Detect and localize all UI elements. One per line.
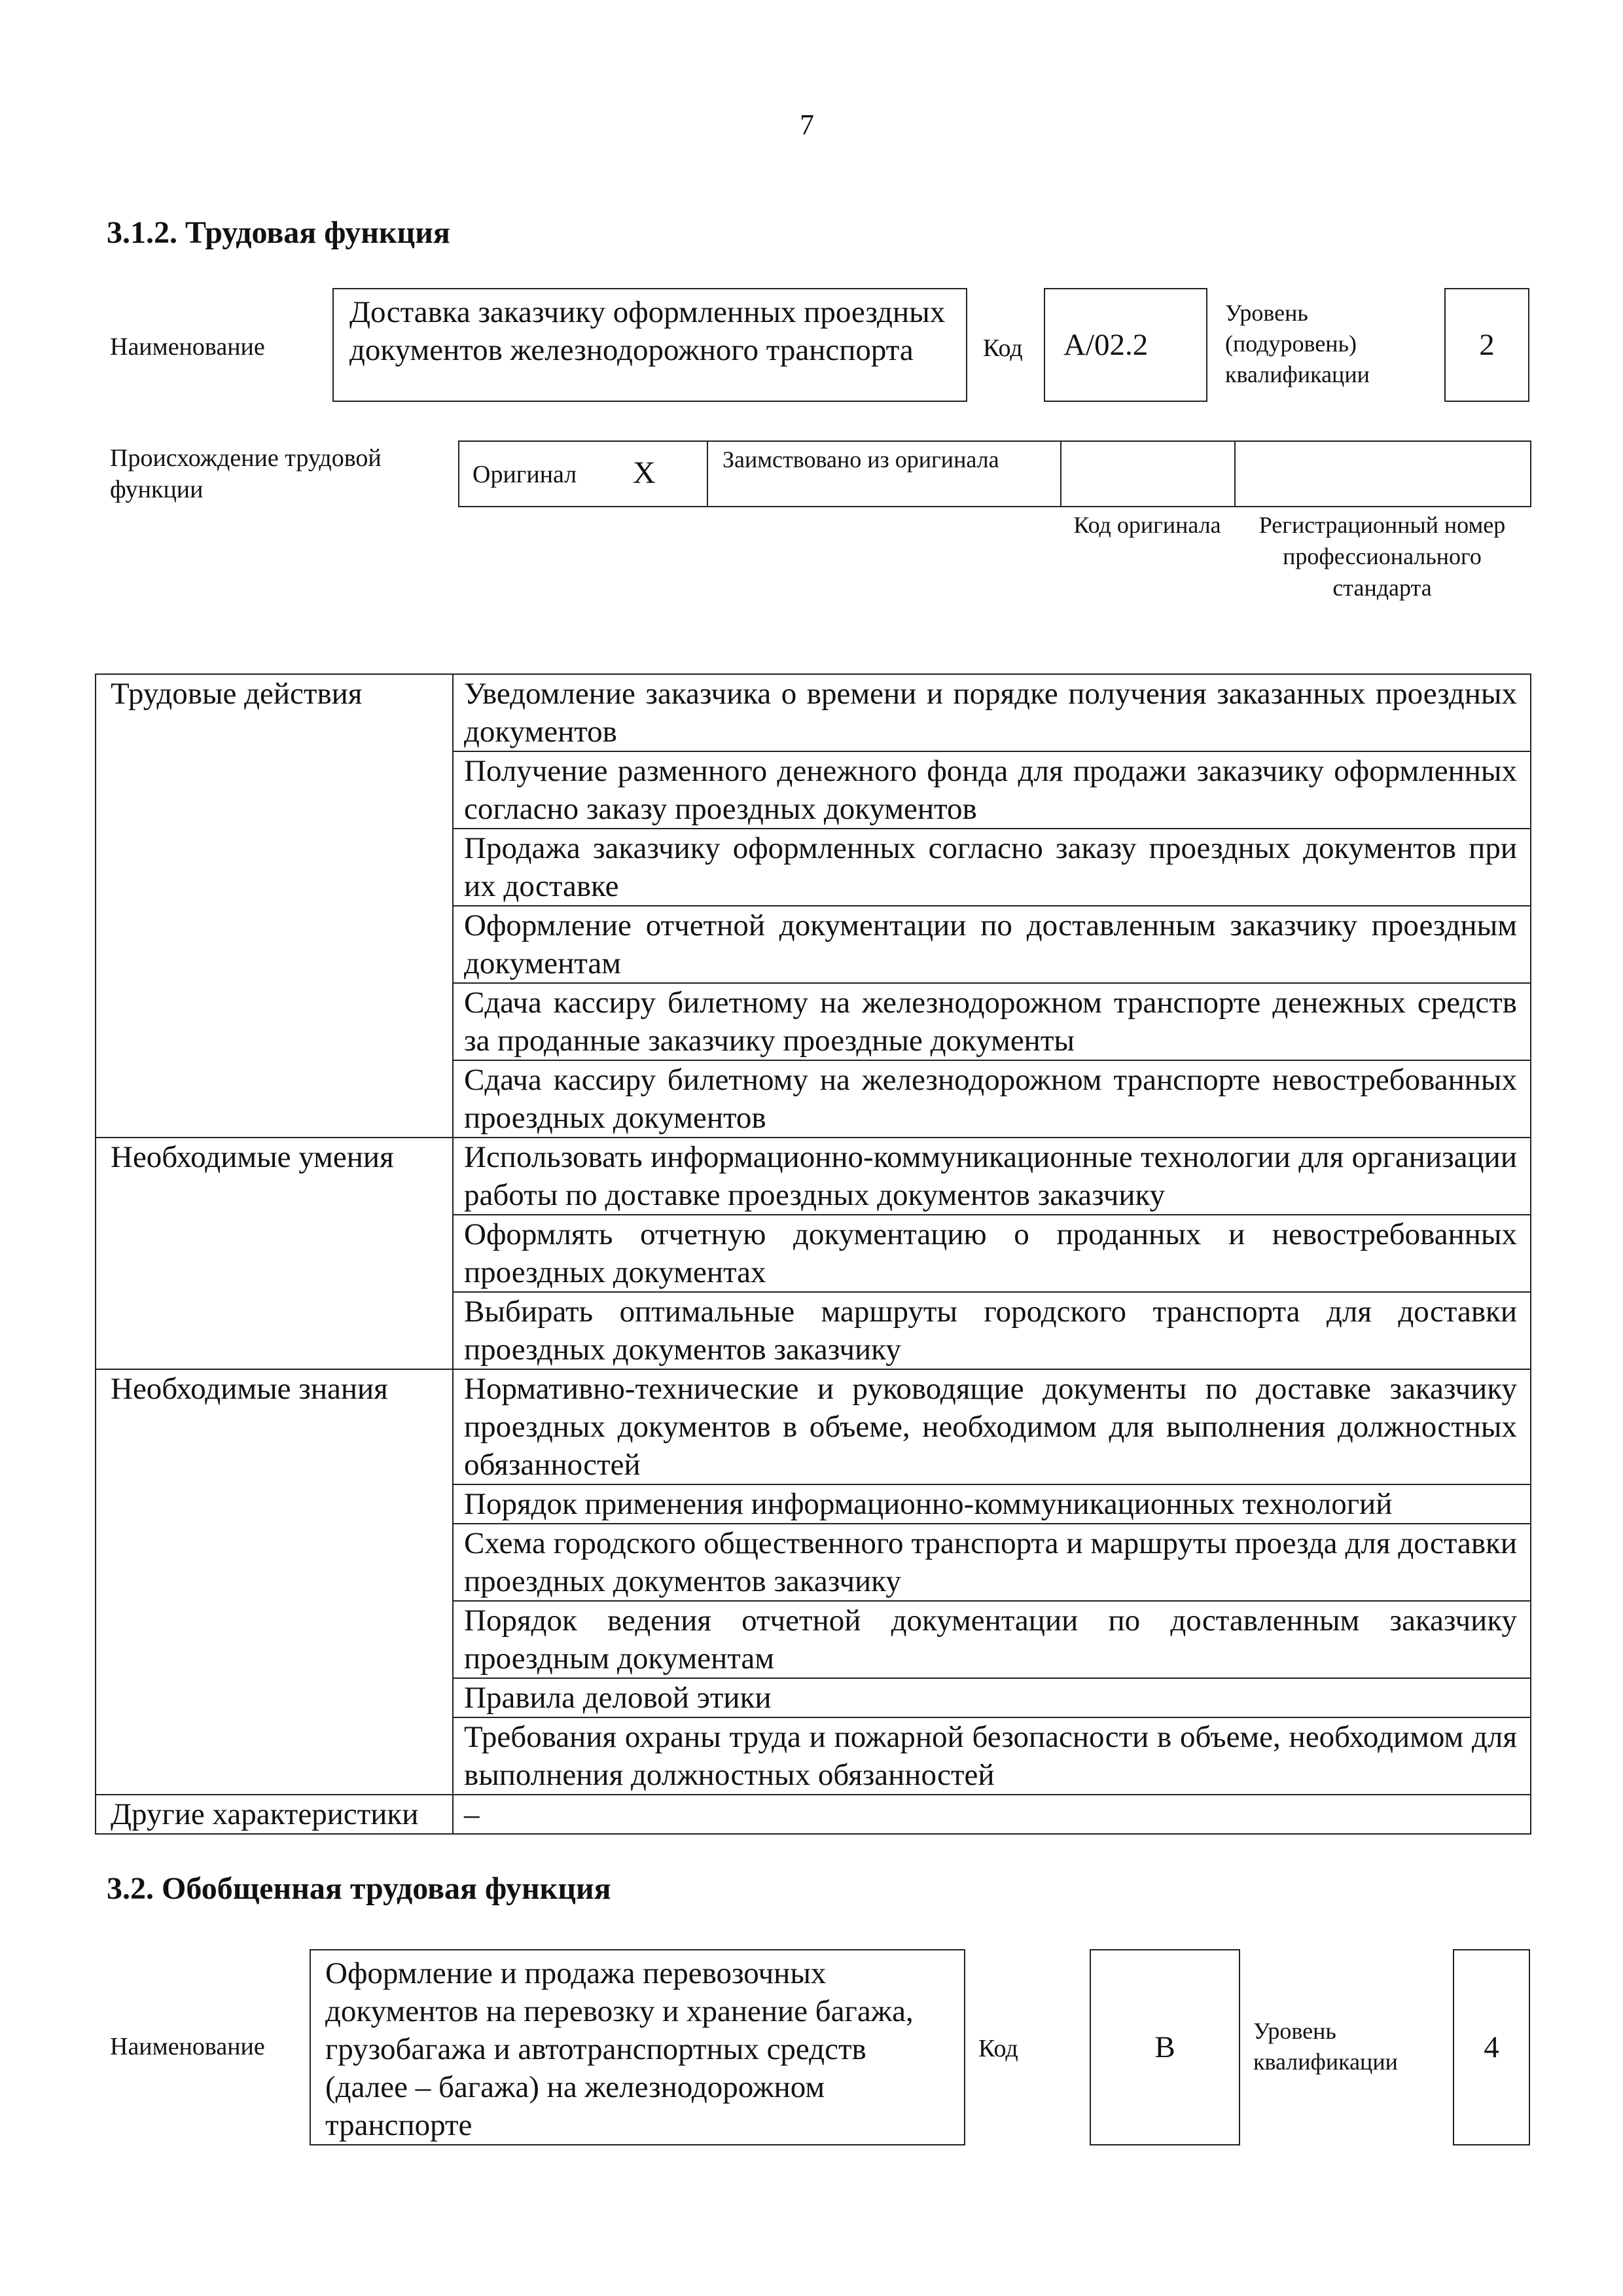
reg-number-cell bbox=[1236, 442, 1530, 506]
level-label-32: Уровень квалификации bbox=[1253, 2018, 1398, 2075]
table-cell: Продажа заказчику оформленных согласно заказу проездных документов при их доставке bbox=[453, 829, 1531, 906]
code-value-312: А/02.2 bbox=[1063, 328, 1149, 362]
code-original-caption: Код оригинала bbox=[1073, 512, 1221, 538]
category-cell: Другие характеристики bbox=[96, 1795, 453, 1834]
table-cell: Порядок применения информационно-коммуникационных технологий bbox=[453, 1484, 1531, 1524]
table-cell: Правила деловой этики bbox=[453, 1678, 1531, 1717]
section-heading-312: 3.1.2. Трудовая функция bbox=[107, 215, 450, 250]
table-cell: Требования охраны труда и пожарной безопасности в объеме, необходимом для выполнения должностных обязанностей bbox=[453, 1717, 1531, 1795]
level-value-box-32 bbox=[1453, 1949, 1530, 2145]
code-original-cell bbox=[1061, 442, 1236, 506]
name-value-312: Доставка заказчику оформленных проездных документов железнодорожного транспорта bbox=[349, 295, 946, 367]
code-value-box-32 bbox=[1090, 1949, 1240, 2145]
table-cell: Оформлять отчетную документацию о проданных и невостребованных проездных документах bbox=[453, 1215, 1531, 1292]
level-value-32: 4 bbox=[1484, 2030, 1499, 2064]
table-row bbox=[96, 1138, 1531, 1215]
category-cell: Необходимые знания bbox=[96, 1369, 453, 1795]
borrowed-label: Заимствовано из оригинала bbox=[708, 442, 1061, 506]
table-cell: Схема городского общественного транспорта и маршруты проезда для доставки проездных документов заказчику bbox=[453, 1524, 1531, 1601]
name-value-box-32 bbox=[310, 1949, 965, 2145]
table-row bbox=[96, 1795, 1531, 1834]
code-label-32: Код bbox=[978, 2035, 1018, 2062]
original-mark: Х bbox=[633, 456, 656, 490]
level-value-312: 2 bbox=[1479, 328, 1495, 362]
labor-functions-table bbox=[95, 673, 1531, 1835]
table-cell: Сдача кассиру билетному на железнодорожном транспорте денежных средств за проданные заказчику проездные документы bbox=[453, 983, 1531, 1060]
name-value-32: Оформление и продажа перевозочных документов на перевозку и хранение багажа, грузобагажа и автотранспортных средств (далее – багажа) на железнодорожном транспорте bbox=[325, 1956, 914, 2142]
name-label-312: Наименование bbox=[110, 333, 265, 361]
code-label-312: Код bbox=[983, 334, 1023, 362]
table-cell: Нормативно-технические и руководящие документы по доставке заказчику проездных документов в объеме, необходимом для выполнения должностных обязанностей bbox=[453, 1369, 1531, 1484]
category-cell: Трудовые действия bbox=[96, 674, 453, 1138]
origin-table bbox=[458, 440, 1531, 507]
origin-cell-original bbox=[459, 442, 708, 506]
table-row bbox=[96, 674, 1531, 751]
level-value-box-312 bbox=[1444, 288, 1529, 402]
table-row bbox=[96, 1369, 1531, 1484]
level-label-312: Уровень (подуровень) квалификации bbox=[1225, 300, 1370, 387]
name-value-box-312 bbox=[332, 288, 967, 402]
table-cell: Выбирать оптимальные маршруты городского транспорта для доставки проездных документов заказчику bbox=[453, 1292, 1531, 1369]
page-number: 7 bbox=[800, 109, 814, 141]
table-cell: – bbox=[453, 1795, 1531, 1834]
reg-number-caption: Регистрационный номер профессионального стандарта bbox=[1258, 512, 1506, 601]
table-cell: Уведомление заказчика о времени и порядке получения заказанных проездных документов bbox=[453, 674, 1531, 751]
code-value-32: В bbox=[1154, 2030, 1175, 2064]
original-label: Оригинал bbox=[473, 461, 577, 488]
table-cell: Использовать информационно-коммуникационные технологии для организации работы по доставке проездных документов заказчику bbox=[453, 1138, 1531, 1215]
table-cell: Порядок ведения отчетной документации по доставленным заказчику проездным документам bbox=[453, 1601, 1531, 1678]
origin-label: Происхождение трудовой функции bbox=[110, 444, 382, 503]
table-cell: Получение разменного денежного фонда для продажи заказчику оформленных согласно заказу проездных документов bbox=[453, 751, 1531, 829]
name-label-32: Наименование bbox=[110, 2033, 265, 2060]
section-heading-32: 3.2. Обобщенная трудовая функция bbox=[107, 1871, 611, 1906]
code-value-box-312 bbox=[1044, 288, 1207, 402]
table-cell: Оформление отчетной документации по доставленным заказчику проездным документам bbox=[453, 906, 1531, 983]
table-cell: Сдача кассиру билетному на железнодорожном транспорте невостребованных проездных документов bbox=[453, 1060, 1531, 1138]
category-cell: Необходимые умения bbox=[96, 1138, 453, 1369]
